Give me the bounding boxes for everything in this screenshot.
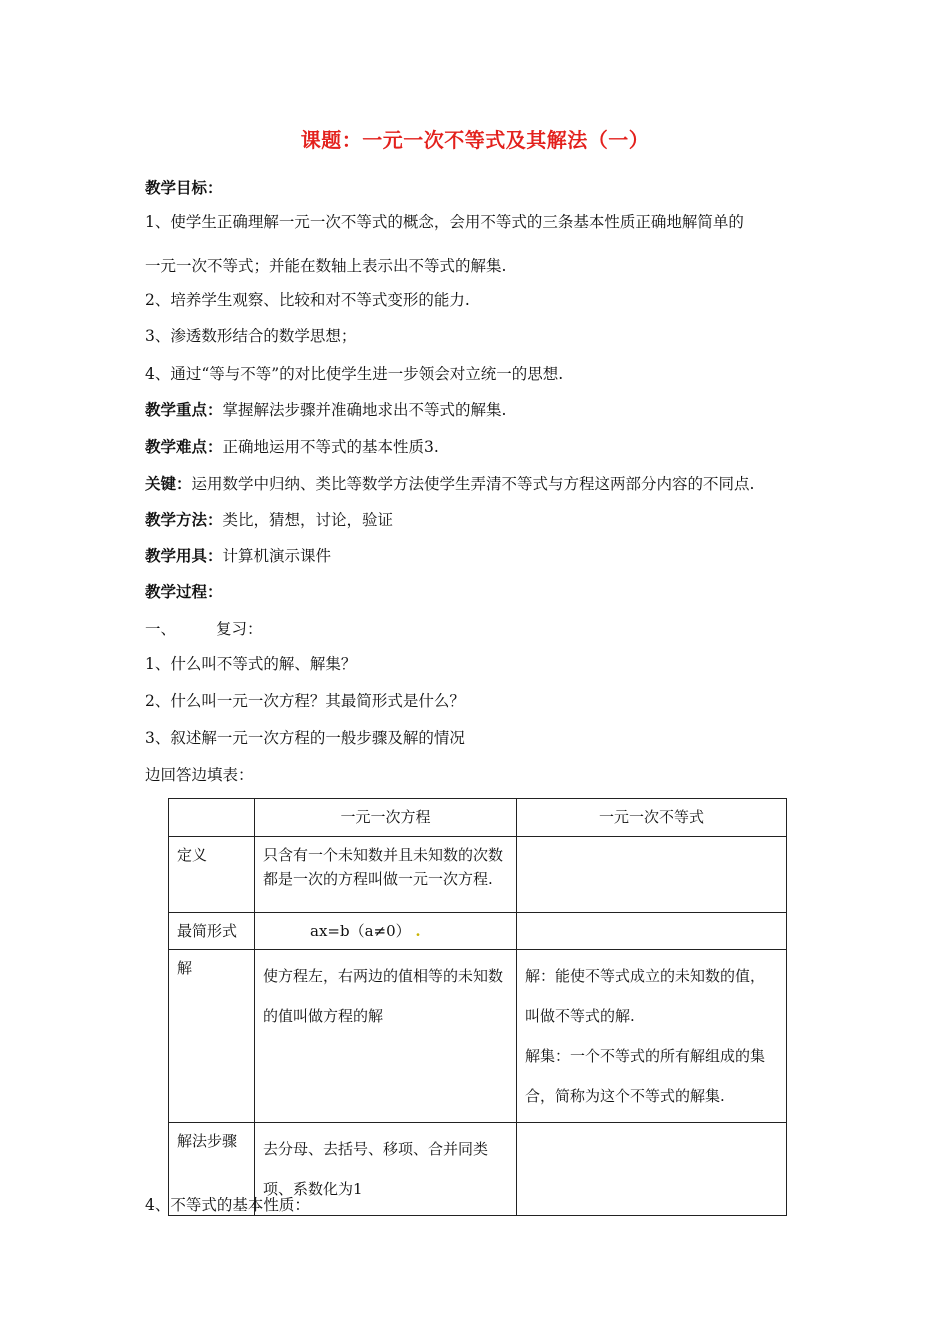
objective-2: 2、培养学生观察、比较和对不等式变形的能力.	[145, 291, 470, 309]
tools-label: 教学用具：	[145, 546, 223, 565]
table-row	[169, 913, 787, 950]
method-text: 类比，猜想，讨论，验证	[222, 511, 394, 529]
row-label-steps: 解法步骤	[169, 1123, 255, 1216]
objective-1a: 1、使学生正确理解一元一次不等式的概念，会用不等式的三条基本性质正确地解简单的	[145, 213, 744, 231]
review-number: 一、	[145, 620, 177, 638]
key-point-label: 教学重点：	[145, 400, 223, 419]
equation-solution: 使方程左，右两边的值相等的未知数的值叫做方程的解	[255, 950, 517, 1123]
key-text: 运用数学中归纳、类比等数学方法使学生弄清不等式与方程这两部分内容的不同点.	[191, 475, 755, 493]
review-q2: 2、什么叫一元一次方程？其最简形式是什么？	[145, 692, 465, 710]
table-header-inequality: 一元一次不等式	[517, 799, 787, 837]
inequality-steps	[517, 1123, 787, 1216]
inequality-solution	[517, 950, 787, 1123]
basic-property-heading: 4、不等式的基本性质：	[145, 1196, 310, 1214]
key	[145, 474, 754, 494]
objective-1b: 一元一次不等式；并能在数轴上表示出不等式的解集.	[145, 257, 507, 275]
fill-instruction: 边回答边填表：	[145, 766, 254, 784]
key-point	[145, 400, 506, 420]
row-label-simplest-form: 最简形式	[169, 913, 255, 950]
tools	[145, 546, 331, 566]
inequality-definition	[517, 837, 787, 913]
row-label-solution: 解	[169, 950, 255, 1123]
objectives-heading: 教学目标：	[145, 178, 223, 197]
equation-definition: 只含有一个未知数并且未知数的次数都是一次的方程叫做一元一次方程.	[255, 837, 517, 913]
process-heading: 教学过程：	[145, 582, 223, 601]
key-point-text: 掌握解法步骤并准确地求出不等式的解集.	[222, 401, 507, 419]
comparison-table	[168, 798, 787, 1216]
equation-simplest-form	[255, 913, 517, 950]
table-header-equation: 一元一次方程	[255, 799, 517, 837]
equation-simplest-form-text: ax=b（a≠0）	[310, 922, 411, 940]
equation-steps: 去分母、去括号、移项、合并同类项、系数化为1	[255, 1123, 517, 1216]
page-title: 课题：一元一次不等式及其解法（一）	[300, 128, 650, 152]
key-label: 关键：	[145, 474, 192, 493]
review-q3: 3、叙述解一元一次方程的一般步骤及解的情况	[145, 729, 465, 747]
objective-4: 4、通过“等与不等”的对比使学生进一步领会对立统一的思想.	[145, 365, 564, 383]
inequality-simplest-form	[517, 913, 787, 950]
review-title: 复习：	[216, 620, 263, 638]
table-header-row	[169, 799, 787, 837]
review-heading	[145, 619, 263, 639]
tools-text: 计算机演示课件	[222, 547, 332, 565]
method	[145, 510, 393, 530]
difficulty	[145, 437, 439, 457]
inequality-solution-set-def: 解集：一个不等式的所有解组成的集合，简称为这个不等式的解集.	[525, 1047, 766, 1105]
table-row	[169, 950, 787, 1123]
row-label-definition: 定义	[169, 837, 255, 913]
difficulty-label: 教学难点：	[145, 437, 223, 456]
difficulty-text: 正确地运用不等式的基本性质3.	[222, 438, 439, 456]
review-q1: 1、什么叫不等式的解、解集？	[145, 655, 357, 673]
objective-3: 3、渗透数形结合的数学思想；	[145, 327, 357, 345]
marker-dot: .	[415, 922, 421, 940]
inequality-solution-def: 解：能使不等式成立的未知数的值，叫做不等式的解.	[525, 967, 766, 1025]
method-label: 教学方法：	[145, 510, 223, 529]
table-header-empty	[169, 799, 255, 837]
table-row	[169, 837, 787, 913]
